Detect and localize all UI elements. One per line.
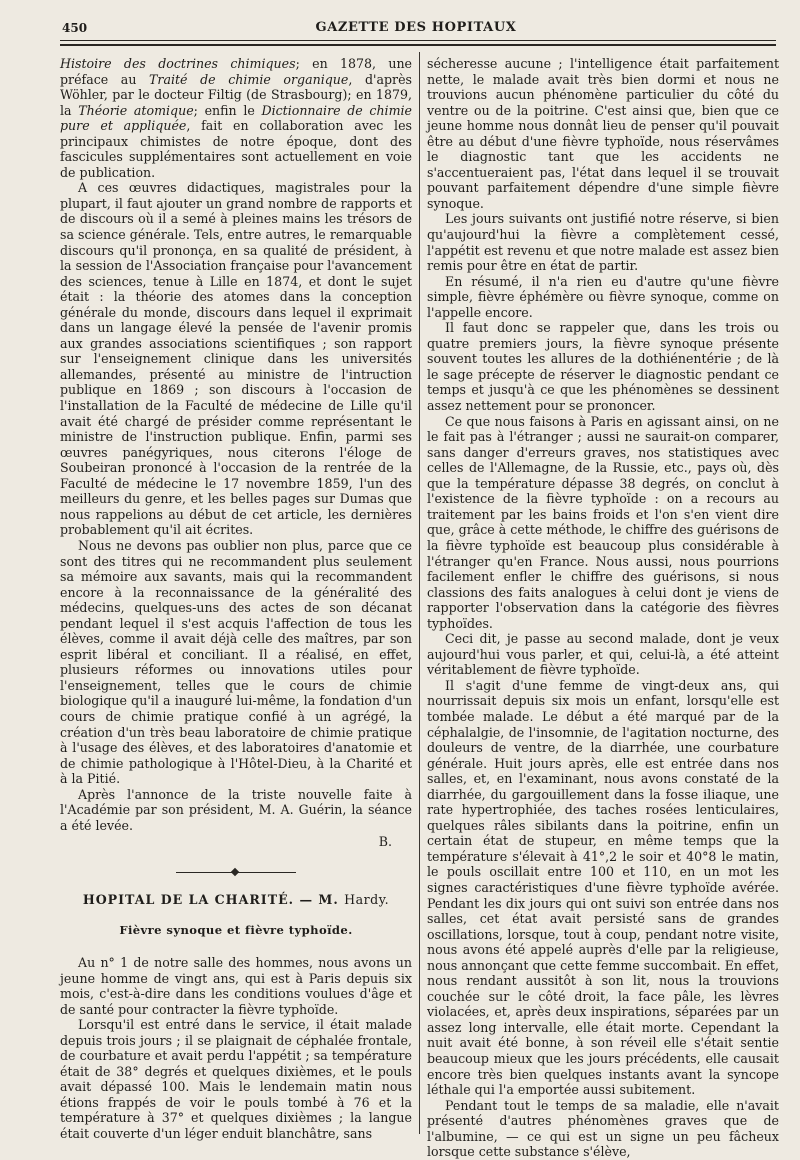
header-rule-thin bbox=[60, 40, 776, 41]
paragraph: Lorsqu'il est entré dans le service, il était malade depuis trois jours ; il se plaignait de céphalée frontale, de courbature et avait perdu l'appétit ; sa température était de 38° degrés et quelques dixièmes, et le pouls avait dépassé 100. Mais le lendemain matin nous étions frappés de voir le pouls tombé à 76 et la température à 37° et quelques dixièmes ; la langue était couverte d'un léger enduit blanchâtre, sans bbox=[60, 1017, 412, 1141]
book-title: Traité de chimie organique bbox=[149, 71, 349, 87]
paragraph: Après l'annonce de la triste nouvelle faite à l'Académie par son président, M. A. Guérin, la séance a été levée. bbox=[60, 786, 412, 833]
paragraph: Il faut donc se rappeler que, dans les trois ou quatre premiers jours, la fièvre synoque présente souvent toutes les allures de la dothiénentérie ; de là le sage précepte de réserver le diagnostic pendant ce temps et jusqu'à ce que les phénomènes se dessinent assez nettement pour se prononcer. bbox=[427, 320, 779, 414]
paragraph: Au n° 1 de notre salle des hommes, nous avons un jeune homme de vingt ans, qui est à Paris depuis six mois, c'est-à-dire dans les conditions voulues d'âge et de santé pour contracter la fièvre typhoïde. bbox=[60, 954, 412, 1017]
section-separator bbox=[176, 868, 296, 876]
page-number: 450 bbox=[62, 21, 88, 35]
paragraph: Nous ne devons pas oublier non plus, parce que ce sont des titres qui ne recommandent plus seulement sa mémoire aux savants, mais qui la recommandent encore à la reconnaissance de la généralité des médecins, quelques-uns des actes de son décanat pendant lequel il s'est acquis l'affection de tous les élèves, comme il avait déjà celle des maîtres, par son esprit libéral et conciliant. Il a réalisé, en effet, plusieurs réformes ou innovations utiles pour l'enseignement, telles que le cours de chimie biologique qu'il a inauguré lui-même, la fondation d'un cours de chimie pratique confié à un agrégé, la création d'un très beau laboratoire de chimie pratique à l'usage des élèves, et des laboratoires d'anatomie et de chimie pathologique à l'Hôtel-Dieu, à la Charité et à la Pitié. bbox=[60, 537, 412, 787]
paragraph: Pendant tout le temps de sa maladie, elle n'avait présenté d'autres phénomènes graves que de l'albumine, — ce qui est un signe un peu fâcheux lorsque cette substance s'élève, bbox=[427, 1097, 779, 1160]
journal-title: GAZETTE DES HOPITAUX bbox=[315, 20, 517, 35]
page-header bbox=[56, 18, 776, 40]
section-heading: HOPITAL DE LA CHARITÉ. — M. Hardy. bbox=[82, 891, 390, 907]
signature: B. bbox=[378, 834, 392, 850]
book-title: Théorie atomique bbox=[78, 102, 194, 118]
section-author: Hardy. bbox=[344, 891, 390, 907]
book-title: Dictionnaire de chimie pure et appliquée bbox=[60, 102, 413, 134]
paragraph: Ceci dit, je passe au second malade, dont je veux aujourd'hui vous parler, et qui, celui-là, a été atteint véritablement de fièvre typhoïde. bbox=[427, 631, 779, 678]
book-title: Histoire des doctrines chimiques bbox=[60, 56, 296, 71]
paragraph: Ce que nous faisons à Paris en agissant ainsi, on ne le fait pas à l'étranger ; aussi ne saurait-on comparer, sans danger d'erreurs graves, nos statistiques avec celles de l'Allemagne, de la Russie, etc., pays où, dès que la température dépasse 38 degrés, on conclut à l'existence de la fièvre typhoïde : on a recours au traitement par les bains froids et l'on s'en vient dire que, grâce à cette méthode, le chiffre des guérisons de la fièvre typhoïde est beaucoup plus considérable à l'étranger qu'en France. Nous aussi, nous pourrions facilement enfler le chiffre des guérisons, si nous classions des faits analogues à celui dont je viens de rapporter l'observation dans la catégorie des fièvres typhoïdes. bbox=[427, 413, 779, 631]
left-column bbox=[60, 56, 412, 1142]
paragraph: A ces œuvres didactiques, magistrales pour la plupart, il faut ajouter un grand nombre de rapports et de discours où il a semé à pleines mains les trésors de sa science générale. Tels, entre autres, le remarquable discours qu'il prononça, en sa qualité de président, à la session de l'Association française pour l'avancement des sciences, tenue à Lille en 1874, et dont le sujet était : la théorie des atomes dans la conception générale du monde, discours dans lequel il exprimait dans un langage élevé la pensée de l'avenir promis aux grandes associations scientifiques ; son rapport sur l'enseignement clinique dans les universités allemandes, présenté au ministre de l'intruction publique en 1869 ; son discours à l'occasion de l'installation de la Faculté de médecine de Lille qu'il avait été chargé de présider comme représentant le ministre de l'instruction publique. Enfin, parmi ses œuvres panégyriques, nous citerons l'éloge de Soubeiran prononcé à l'occasion de la rentrée de la Faculté de médecine le 17 novembre 1859, l'un des meilleurs du genre, et les belles pages sur Dumas que nous rappelions au début de cet article, les dernières probablement qu'il ait écrites. bbox=[60, 180, 412, 538]
paragraph: En résumé, il n'a rien eu d'autre qu'une fièvre simple, fièvre éphémère ou fièvre synoque, comme on l'appelle encore. bbox=[427, 273, 779, 320]
header-rule-thick bbox=[60, 44, 776, 46]
paragraph: Il s'agit d'une femme de vingt-deux ans, qui nourrissait depuis six mois un enfant, lorsqu'elle est tombée malade. Le début a été marqué par de la céphalalgie, de l'insomnie, de l'agitation nocturne, des douleurs de ventre, de la diarrhée, une courbature générale. Huit jours après, elle est entrée dans nos salles, et, en l'examinant, nous avons constaté de la diarrhée, du gargouillement dans la fosse iliaque, une rate hypertrophiée, des taches rosées lenticulaires, quelques râles sibilants dans la poitrine, enfin un certain état de stupeur, en même temps que la température s'élevait à 41°,2 le soir et 40°8 le matin, le pouls oscillait entre 100 et 110, en un mot les signes caractéristiques d'une fièvre typhoïde avérée. Pendant les dix jours qui ont suivi son entrée dans nos salles, cet état avait persisté sans de grandes oscillations, lorsque, tout à coup, pendant notre visite, nous avons été appelé auprès d'elle par la religieuse, nous annonçant que cette femme succombait. En effet, nous rendant aussitôt à son lit, nous la trouvions couchée sur le côté droit, la face pâle, les lèvres violacées, et, après deux inspirations, séparées par un assez long intervalle, elle était morte. Cependant la nuit avait été bonne, à son réveil elle s'était sentie beaucoup mieux que les jours précédents, elle causait encore très bien quelques instants avant la syncope léthale qui l'a emportée aussi subitement. bbox=[427, 677, 779, 1098]
article-title: Fièvre synoque et fièvre typhoïde. bbox=[119, 923, 353, 938]
paragraph: Les jours suivants ont justifié notre réserve, si bien qu'aujourd'hui la fièvre a complètement cessé, l'appétit est revenu et que notre malade est assez bien remis pour être en état de partir. bbox=[427, 211, 779, 274]
paragraph: Histoire des doctrines chimiques; en 1878, une préface au Traité de chimie organique, d'après Wöhler, par le docteur Filtig (de Strasbourg); en 1879, la Théorie atomique; enfin le Dictionnaire de chimie pure et appliquée, fait en collaboration avec les principaux chimistes de notre époque, dont des fascicules supplémentaires sont actuellement en voie de publication. bbox=[60, 56, 413, 180]
right-column bbox=[427, 56, 779, 1160]
paragraph: sécheresse aucune ; l'intelligence était parfaitement nette, le malade avait très bien dormi et nous ne trouvions aucun phénomène particulier du côté du ventre ou de la poitrine. C'est ainsi que, bien que ce jeune homme nous donnât lieu de penser qu'il pouvait être au début d'une fièvre typhoïde, nous réservâmes le diagnostic tant que les accidents ne s'accentueraient pas, l'état dans lequel il se trouvait pouvant parfaitement dépendre d'une simple fièvre synoque. bbox=[427, 56, 779, 211]
column-divider bbox=[419, 52, 420, 1134]
